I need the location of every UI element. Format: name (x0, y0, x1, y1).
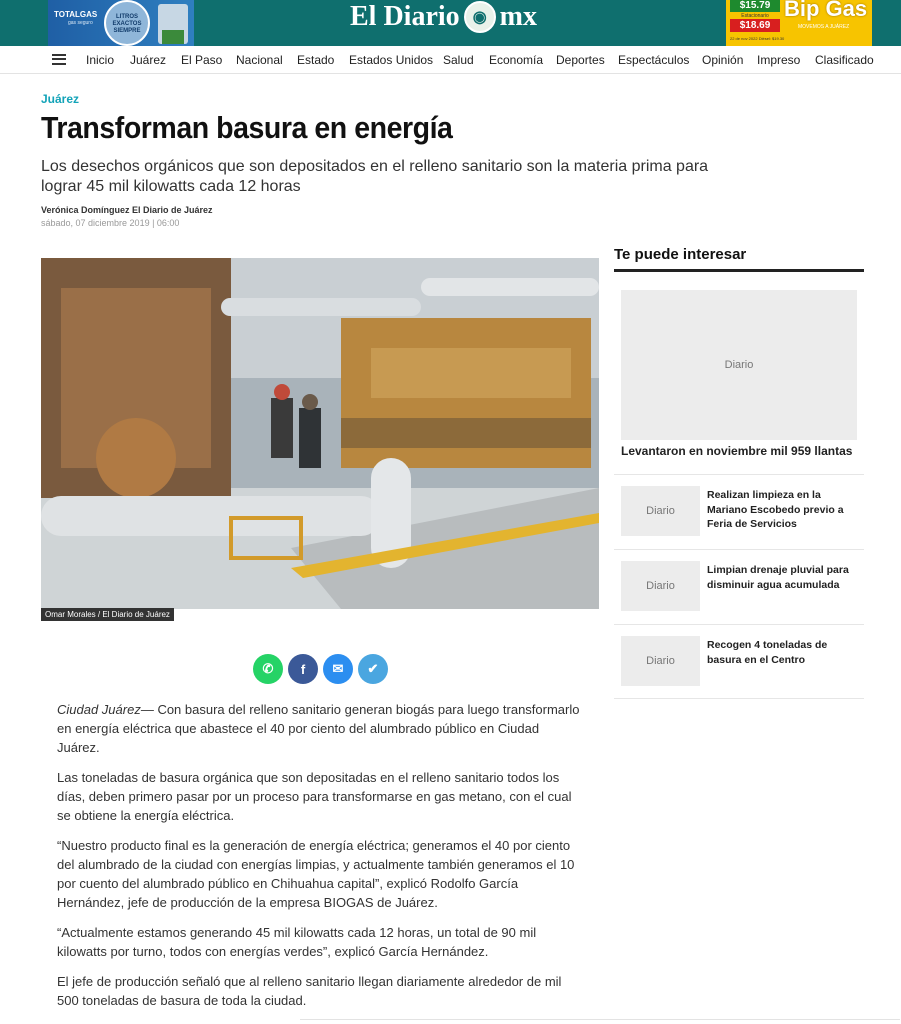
article-paragraph-3: “Nuestro producto final es la generación de energía eléctrica; generamos el 40 por ciento del alumbrado de la ciudad con energías limpias, y actualmente también generamos el 10 por cuento del alumbrado público en Chihuahua capital”, explicó Rodolfo García Hernández, jefe de producción de la empresa BIOGAS de Juárez. (57, 838, 575, 910)
sidebar-title-rule (614, 269, 864, 272)
related-link-3[interactable]: Recogen 4 toneladas de basura en el Centro (707, 639, 828, 666)
nav-item-el-paso[interactable]: El Paso (181, 53, 223, 67)
share-bar (253, 654, 388, 684)
divider (614, 549, 864, 550)
related-thumbnail-3[interactable]: Diario (621, 636, 700, 686)
ad-date: 22 de nov 2022 Diésel: $19.30 (730, 36, 785, 41)
nav-item-opinion[interactable]: Opinión (702, 53, 744, 67)
hamburger-menu-icon[interactable] (52, 54, 66, 65)
ad-brand-sub: gas seguro (68, 20, 93, 26)
article-paragraph-2: Las toneladas de basura orgánica que son depositadas en el relleno sanitario todos los días, deben primero pasar por un proceso para transformarse en gas metano, con el cual se obtiene la energía eléctrica. (57, 770, 572, 823)
ad-banner-bipgas[interactable] (726, 0, 872, 46)
nav-item-clasificado[interactable]: Clasificado (815, 53, 874, 67)
nav-item-salud[interactable]: Salud (443, 53, 474, 67)
nav-item-nacional[interactable]: Nacional (236, 53, 283, 67)
related-thumbnail-2[interactable]: Diario (621, 561, 700, 611)
ad-price-1: $15.79 (730, 0, 780, 12)
nav-item-juarez[interactable]: Juárez (130, 53, 167, 67)
globe-icon: ◉ (464, 1, 496, 33)
messenger-share-icon[interactable]: ✉ (323, 654, 353, 684)
article-paragraph-5: El jefe de producción señaló que al relleno sanitario llegan diariamente alrededor de mil 500 toneladas de basura de toda la ciudad. (57, 974, 562, 1008)
ad-seal-text: LITROS EXACTOS SIEMPRE (112, 14, 142, 34)
nav-item-inicio[interactable]: Inicio (86, 53, 115, 67)
article-headline: Transforman basura en energía (41, 110, 453, 145)
article-paragraph-1-text: — Con basura del relleno sanitario generan biogás para luego transformarlo en energía eléctrica que abastece el 40 por ciento del alumbrado público en Ciudad Juárez. (57, 702, 580, 755)
twitter-share-icon[interactable]: ✔ (358, 654, 388, 684)
sidebar-title: Te puede interesar (614, 246, 747, 263)
nav-item-estado[interactable]: Estado (297, 53, 335, 67)
article-paragraph-4: “Actualmente estamos generando 45 mil kilowatts cada 12 horas, un total de 90 mil kilowatts por turno, todos con energías verdes”, explicó García Hernández. (57, 925, 537, 959)
logo-text-right: mx (499, 1, 537, 32)
divider (614, 698, 864, 699)
divider (614, 474, 864, 475)
featured-link[interactable]: Levantaron en noviembre mil 959 llantas (621, 444, 853, 458)
ad-brand: TOTALGAS (54, 10, 98, 19)
article-byline: Verónica Domínguez El Diario de Juárez (41, 205, 213, 215)
nav-item-deportes[interactable]: Deportes (556, 53, 605, 67)
whatsapp-share-icon[interactable]: ✆ (253, 654, 283, 684)
featured-thumbnail[interactable]: Diario (621, 290, 857, 440)
article-body (57, 700, 582, 1021)
generator-plant-illustration (41, 258, 599, 609)
article-paragraph-1 (57, 700, 582, 757)
related-thumbnail-1[interactable]: Diario (621, 486, 700, 536)
ad-price-2: $18.69 (730, 19, 780, 32)
nav-item-estados-unidos[interactable]: Estados Unidos (349, 53, 434, 67)
article-dateline: Ciudad Juárez (57, 702, 141, 717)
ad-seal-icon (104, 0, 150, 46)
page-bottom-divider (300, 1019, 900, 1020)
facebook-share-icon[interactable]: f (288, 654, 318, 684)
article-deck: Los desechos orgánicos que son depositados en el relleno sanitario son la materia prima para lograr 45 mil kilowatts cada 12 horas (41, 158, 709, 195)
nav-item-economia[interactable]: Economía (489, 53, 544, 67)
logo-text-left: El Diario (350, 1, 460, 32)
site-logo[interactable] (350, 0, 537, 34)
related-link-2[interactable]: Limpian drenaje pluvial para disminuir agua acumulada (707, 564, 849, 591)
divider (614, 624, 864, 625)
nav-item-espectaculos[interactable]: Espectáculos (618, 53, 690, 67)
section-link[interactable]: Juárez (41, 92, 80, 106)
main-nav (0, 46, 901, 74)
nav-item-impreso[interactable]: Impreso (757, 53, 801, 67)
ad-price-1-label: Estacionario (741, 13, 769, 19)
article-photo[interactable] (41, 258, 599, 609)
related-link-1[interactable]: Realizan limpieza en la Mariano Escobedo previo a Feria de Servicios (707, 489, 844, 530)
article-date: sábado, 07 diciembre 2019 | 06:00 (41, 218, 180, 228)
ad-brand-bipgas: Bip Gas (784, 0, 868, 21)
ad-brand-sub-bipgas: MOVEMOS A JUÁREZ (798, 24, 850, 30)
ad-banner-totalgas[interactable] (48, 0, 194, 46)
site-header (0, 0, 901, 46)
gas-tank-icon (158, 4, 188, 44)
photo-caption: Omar Morales / El Diario de Juárez (41, 608, 174, 621)
